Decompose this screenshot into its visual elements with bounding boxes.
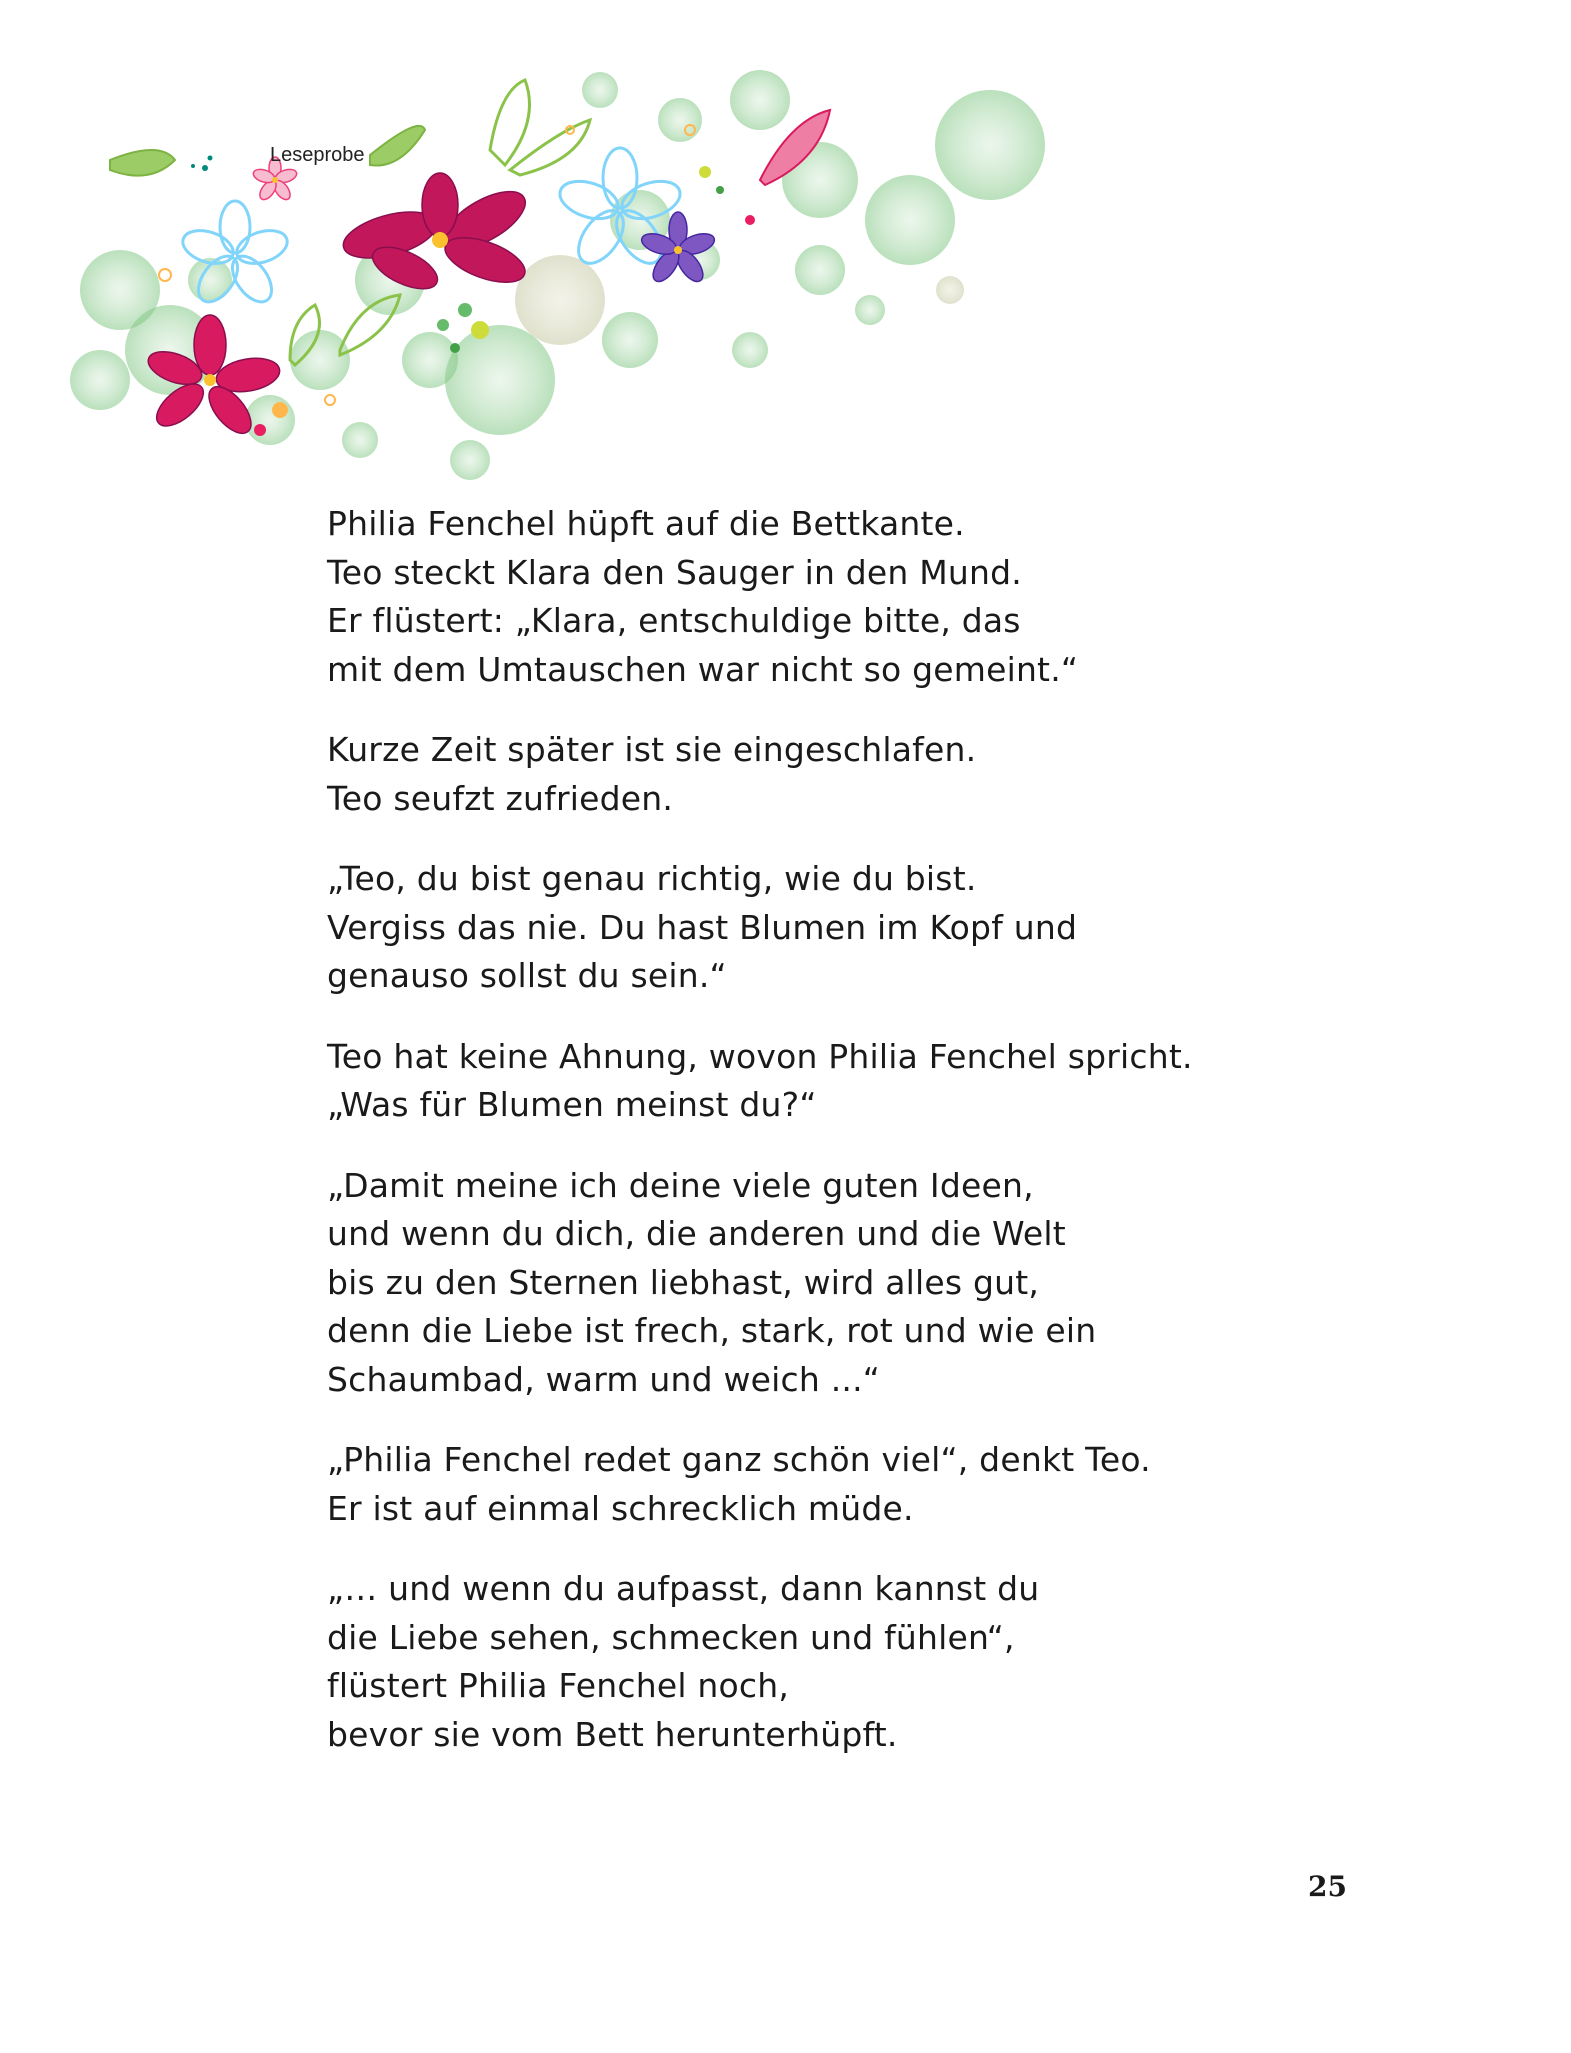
text-line: Vergiss das nie. Du hast Blumen im Kopf und bbox=[327, 907, 1078, 947]
paragraph bbox=[327, 726, 1327, 823]
text-line: denn die Liebe ist frech, stark, rot und wie ein bbox=[327, 1311, 1097, 1350]
text-line: Philia Fenchel hüpft auf die Bettkante. bbox=[327, 504, 965, 543]
text-line: „Teo, du bist genau richtig, wie du bist. bbox=[327, 859, 977, 898]
text-line: „Philia Fenchel redet ganz schön viel“, denkt Teo. bbox=[327, 1440, 1151, 1479]
text-line: Schaumbad, warm und weich ...“ bbox=[327, 1359, 881, 1399]
text-line: Teo steckt Klara den Sauger in den Mund. bbox=[327, 552, 1022, 592]
text-line: mit dem Umtauschen war nicht so gemeint.“ bbox=[327, 649, 1079, 689]
text-line: „Damit meine ich deine viele guten Ideen, bbox=[327, 1165, 1034, 1205]
text-line: flüstert Philia Fenchel noch, bbox=[327, 1666, 790, 1705]
story-text bbox=[327, 500, 1327, 1791]
paragraph bbox=[327, 1033, 1327, 1130]
text-line: bevor sie vom Bett herunterhüpft. bbox=[327, 1714, 898, 1754]
text-line: bis zu den Sternen liebhast, wird alles gut, bbox=[327, 1262, 1040, 1302]
paragraph bbox=[327, 1436, 1327, 1533]
paragraph bbox=[327, 1162, 1327, 1405]
text-line: genauso sollst du sein.“ bbox=[327, 956, 727, 995]
text-line: „Was für Blumen meinst du?“ bbox=[327, 1085, 817, 1124]
text-line: „… und wenn du aufpasst, dann kannst du bbox=[327, 1569, 1040, 1608]
paragraph bbox=[327, 1565, 1327, 1759]
text-line: die Liebe sehen, schmecken und fühlen“, bbox=[327, 1617, 1015, 1657]
header-label: Leseprobe bbox=[270, 144, 365, 166]
bubbles-decoration bbox=[70, 70, 1045, 480]
text-line: und wenn du dich, die anderen und die Welt bbox=[327, 1214, 1066, 1253]
text-line: Teo seufzt zufrieden. bbox=[327, 778, 674, 818]
text-line: Kurze Zeit später ist sie eingeschlafen. bbox=[327, 730, 977, 769]
paragraph bbox=[327, 500, 1327, 694]
text-line: Er flüstert: „Klara, entschuldige bitte, das bbox=[327, 601, 1021, 640]
paragraph bbox=[327, 855, 1327, 1001]
text-line: Er ist auf einmal schrecklich müde. bbox=[327, 1488, 914, 1528]
text-line: Teo hat keine Ahnung, wovon Philia Fenchel spricht. bbox=[327, 1036, 1193, 1076]
floral-header-illustration bbox=[60, 60, 1070, 480]
page-number: 25 bbox=[1308, 1870, 1347, 1903]
